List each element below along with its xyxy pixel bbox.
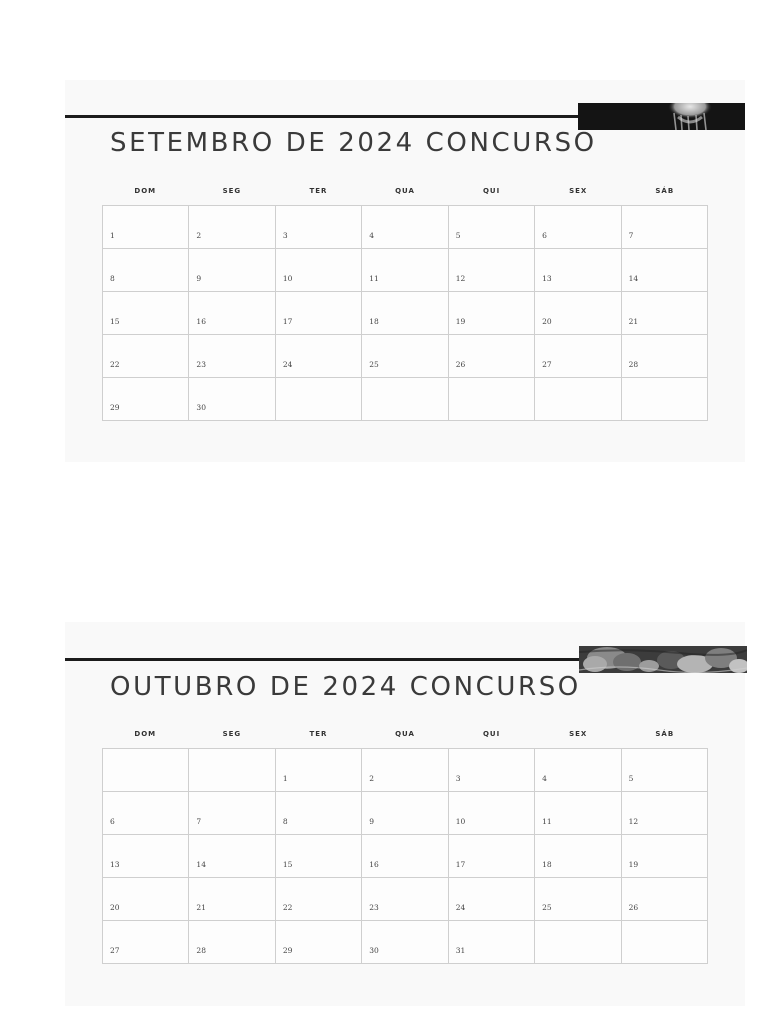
calendar-grid (102, 748, 708, 964)
weekday-label: SEX (569, 187, 588, 195)
empty-day-cell (276, 378, 362, 421)
day-cell (189, 335, 275, 378)
day-cell (449, 206, 535, 249)
weekday-label: SEG (222, 187, 242, 195)
day-cell (103, 335, 189, 378)
day-cell (276, 921, 362, 964)
day-cell (189, 249, 275, 292)
day-number: 15 (282, 860, 293, 869)
empty-day-cell (622, 921, 708, 964)
empty-day-cell (535, 378, 621, 421)
weekday-label: QUI (482, 730, 501, 738)
day-number: 28 (196, 946, 206, 955)
weekday-label: DOM (134, 187, 157, 195)
day-cell (449, 921, 535, 964)
day-cell (189, 292, 275, 335)
day-cell (622, 249, 708, 292)
day-number: 27 (110, 946, 120, 955)
day-number: 14 (628, 274, 639, 283)
day-cell (449, 749, 535, 792)
day-cell (362, 292, 448, 335)
day-cell (362, 206, 448, 249)
day-number: 19 (628, 860, 639, 869)
day-number: 27 (542, 360, 552, 369)
weekday-label: TER (309, 730, 328, 738)
weekday-label: DOM (134, 730, 157, 738)
day-cell (535, 292, 621, 335)
day-number: 28 (628, 360, 639, 369)
weekday-header (102, 187, 708, 201)
day-cell (189, 206, 275, 249)
weekday-header (102, 730, 708, 744)
day-cell (362, 921, 448, 964)
day-cell (622, 792, 708, 835)
day-number: 22 (282, 903, 293, 912)
calendar-title: OUTUBRO DE 2024 CONCURSO (110, 672, 581, 702)
day-number: 18 (542, 860, 552, 869)
day-number: 10 (282, 274, 293, 283)
day-number: 25 (369, 360, 379, 369)
day-number: 13 (542, 274, 552, 283)
day-cell (276, 835, 362, 878)
day-cell (535, 249, 621, 292)
day-number: 30 (369, 946, 379, 955)
day-number: 16 (196, 317, 206, 326)
day-number: 5 (455, 231, 461, 240)
day-cell (276, 249, 362, 292)
day-number: 19 (455, 317, 466, 326)
day-number: 13 (110, 860, 120, 869)
day-number: 11 (369, 274, 379, 283)
day-number: 6 (542, 231, 547, 240)
day-cell (362, 335, 448, 378)
calendar-page-october (65, 622, 745, 1006)
day-cell (189, 835, 275, 878)
weekday-label: TER (309, 187, 328, 195)
day-number: 25 (542, 903, 552, 912)
weekday-label: QUI (482, 187, 501, 195)
day-cell (449, 878, 535, 921)
day-number: 9 (196, 274, 202, 283)
day-cell (103, 792, 189, 835)
day-cell (535, 749, 621, 792)
day-cell (362, 749, 448, 792)
day-cell (276, 878, 362, 921)
day-cell (189, 378, 275, 421)
day-number: 1 (110, 231, 115, 240)
day-number: 7 (196, 817, 202, 826)
day-number: 21 (628, 317, 639, 326)
day-number: 24 (455, 903, 466, 912)
day-cell (449, 249, 535, 292)
day-cell (103, 249, 189, 292)
day-number: 21 (196, 903, 206, 912)
day-number: 2 (196, 231, 202, 240)
day-cell (622, 335, 708, 378)
day-number: 9 (369, 817, 375, 826)
day-number: 20 (542, 317, 552, 326)
empty-day-cell (449, 378, 535, 421)
day-number: 4 (369, 231, 375, 240)
day-number: 23 (196, 360, 206, 369)
empty-day-cell (362, 378, 448, 421)
day-cell (535, 335, 621, 378)
day-number: 23 (369, 903, 379, 912)
day-cell (276, 292, 362, 335)
day-cell (189, 792, 275, 835)
weekday-label: SEG (222, 730, 242, 738)
calendar-page-september (65, 80, 745, 462)
day-cell (622, 749, 708, 792)
day-number: 29 (110, 403, 120, 412)
empty-day-cell (622, 378, 708, 421)
day-cell (622, 878, 708, 921)
calendar-title: SETEMBRO DE 2024 CONCURSO (110, 128, 597, 158)
day-cell (276, 749, 362, 792)
day-number: 15 (110, 317, 120, 326)
calendar-grid (102, 205, 708, 421)
day-number: 31 (455, 946, 466, 955)
day-cell (535, 835, 621, 878)
jellyfish-banner-image (578, 103, 745, 130)
day-number: 3 (282, 231, 288, 240)
day-cell (362, 835, 448, 878)
day-cell (622, 292, 708, 335)
empty-day-cell (103, 749, 189, 792)
day-cell (449, 792, 535, 835)
day-number: 22 (110, 360, 120, 369)
day-cell (622, 206, 708, 249)
day-cell (449, 292, 535, 335)
day-cell (103, 921, 189, 964)
day-number: 3 (455, 774, 461, 783)
day-cell (103, 292, 189, 335)
day-number: 12 (628, 817, 639, 826)
weekday-label: QUA (395, 187, 415, 195)
header-rule (65, 115, 578, 118)
day-cell (103, 206, 189, 249)
weekday-label: SÁB (655, 730, 675, 738)
day-cell (103, 835, 189, 878)
day-number: 6 (110, 817, 115, 826)
day-number: 17 (282, 317, 293, 326)
day-number: 26 (455, 360, 466, 369)
day-cell (449, 335, 535, 378)
day-cell (103, 878, 189, 921)
day-number: 4 (542, 774, 547, 783)
day-cell (535, 878, 621, 921)
day-number: 1 (282, 774, 288, 783)
day-number: 5 (628, 774, 634, 783)
header-rule (65, 658, 579, 661)
day-number: 12 (455, 274, 466, 283)
day-number: 29 (282, 946, 293, 955)
day-cell (276, 792, 362, 835)
day-number: 10 (455, 817, 466, 826)
day-cell (449, 835, 535, 878)
day-number: 17 (455, 860, 466, 869)
day-number: 7 (628, 231, 634, 240)
day-cell (276, 206, 362, 249)
day-cell (276, 335, 362, 378)
empty-day-cell (189, 749, 275, 792)
weekday-label: SÁB (655, 187, 675, 195)
day-cell (189, 921, 275, 964)
day-cell (362, 878, 448, 921)
weekday-label: QUA (395, 730, 415, 738)
day-cell (362, 792, 448, 835)
day-number: 18 (369, 317, 379, 326)
day-number: 11 (542, 817, 552, 826)
day-cell (362, 249, 448, 292)
day-number: 16 (369, 860, 379, 869)
day-number: 8 (110, 274, 115, 283)
day-cell (535, 206, 621, 249)
day-number: 26 (628, 903, 639, 912)
day-number: 2 (369, 774, 375, 783)
day-number: 24 (282, 360, 293, 369)
day-number: 8 (282, 817, 288, 826)
day-number: 30 (196, 403, 206, 412)
day-number: 14 (196, 860, 206, 869)
day-cell (103, 378, 189, 421)
day-cell (622, 835, 708, 878)
day-number: 20 (110, 903, 120, 912)
empty-day-cell (535, 921, 621, 964)
weekday-label: SEX (569, 730, 588, 738)
day-cell (189, 878, 275, 921)
coral-banner-image (579, 646, 747, 673)
day-cell (535, 792, 621, 835)
